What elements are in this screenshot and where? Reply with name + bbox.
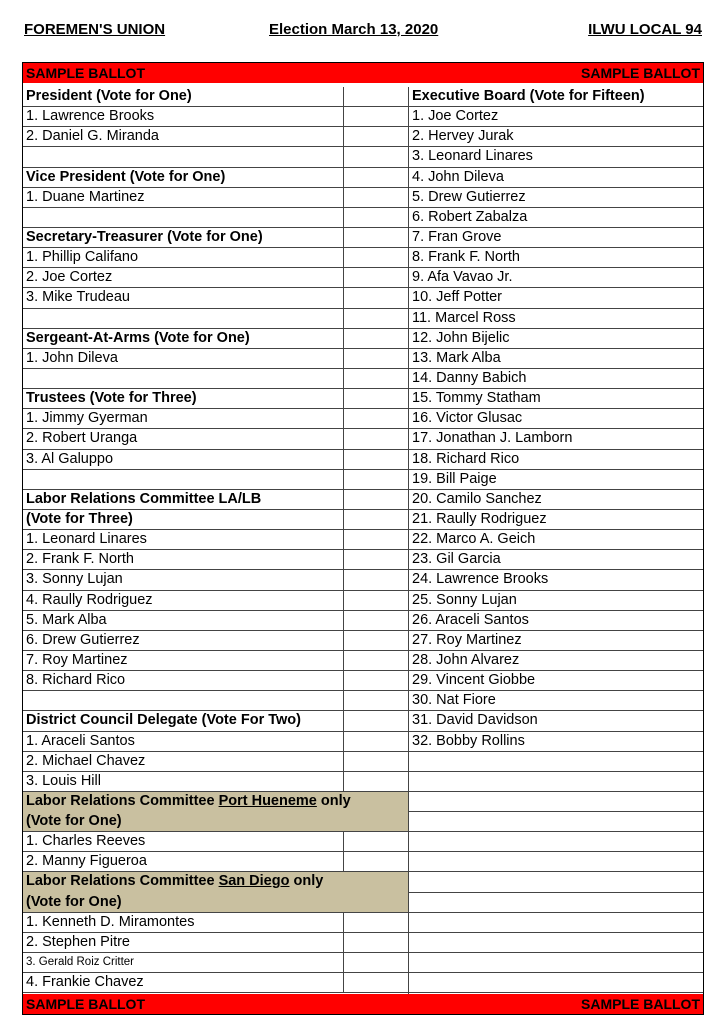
candidate-row: [408, 309, 703, 329]
candidate-name: 1. Charles Reeves: [26, 833, 146, 850]
candidate-name: 25. Sonny Lujan: [412, 591, 517, 608]
candidate-name: 32. Bobby Rollins: [412, 732, 525, 749]
section-heading: District Council Delegate (Vote For Two): [26, 712, 301, 729]
candidate-row: [408, 288, 703, 308]
candidate-row: [408, 127, 703, 147]
local-name: ILWU LOCAL 94: [588, 21, 702, 38]
section-heading-row: [23, 87, 408, 107]
section-heading: Secretary-Treasurer (Vote for One): [26, 228, 263, 245]
section-heading-row: [23, 389, 408, 409]
section-heading-row: [23, 168, 408, 188]
section-heading: Labor Relations Committee LA/LB: [26, 490, 262, 507]
candidate-name: 1. Phillip Califano: [26, 249, 139, 266]
candidate-name: 2. Robert Uranga: [26, 430, 138, 447]
candidate-row: [23, 772, 408, 792]
section-heading-row: [23, 329, 408, 349]
candidate-name: 13. Mark Alba: [412, 349, 501, 366]
candidate-row: [408, 268, 703, 288]
candidate-name: 18. Richard Rico: [412, 450, 520, 467]
candidate-row: [408, 671, 703, 691]
candidate-name: 15. Tommy Statham: [412, 390, 541, 407]
candidate-row: [408, 450, 703, 470]
blank-row: [23, 470, 408, 490]
blank-row: [23, 691, 408, 711]
section-heading-row: [23, 872, 408, 892]
candidate-row: [23, 248, 408, 268]
candidate-row: [23, 550, 408, 570]
candidate-row: [23, 409, 408, 429]
candidate-row: [23, 611, 408, 631]
section-heading-row: [408, 87, 703, 107]
candidate-row: [23, 933, 408, 953]
candidate-row: [23, 268, 408, 288]
candidate-row: [408, 530, 703, 550]
candidate-row: [408, 147, 703, 167]
blank-row: [408, 812, 703, 832]
candidate-name: 8. Frank F. North: [412, 249, 520, 266]
blank-row: [408, 752, 703, 772]
candidate-row: [408, 550, 703, 570]
section-heading: Vice President (Vote for One): [26, 168, 226, 185]
candidate-row: [23, 953, 408, 973]
candidate-row: [23, 752, 408, 772]
candidate-name: 27. Roy Martinez: [412, 631, 522, 648]
blank-row: [408, 832, 703, 852]
candidate-row: [23, 651, 408, 671]
blank-row: [23, 208, 408, 228]
top-sample-ballot-banner: [23, 63, 703, 83]
candidate-name: 21. Raully Rodriguez: [412, 510, 547, 527]
candidate-name: 5. Drew Gutierrez: [412, 188, 526, 205]
blank-row: [408, 913, 703, 933]
candidate-name: 6. Drew Gutierrez: [26, 631, 140, 648]
right-ballot-column: [408, 87, 703, 1013]
election-date: Election March 13, 2020: [269, 21, 439, 38]
candidate-row: [408, 107, 703, 127]
candidate-name: 3. Louis Hill: [26, 772, 101, 789]
section-heading-row: [23, 510, 408, 530]
candidate-row: [23, 349, 408, 369]
blank-row: [23, 369, 408, 389]
candidate-row: [408, 248, 703, 268]
candidate-name: 3. Al Galuppo: [26, 450, 114, 467]
candidate-name: 19. Bill Paige: [412, 470, 497, 487]
blank-row: [408, 973, 703, 993]
candidate-row: [23, 429, 408, 449]
candidate-row: [408, 349, 703, 369]
section-heading-row: [23, 490, 408, 510]
candidate-name: 2. Joe Cortez: [26, 269, 113, 286]
candidate-row: [23, 450, 408, 470]
candidate-row: [408, 168, 703, 188]
section-heading: [26, 872, 323, 891]
candidate-row: [23, 127, 408, 147]
candidate-row: [408, 651, 703, 671]
candidate-row: [23, 570, 408, 590]
candidate-name: 5. Mark Alba: [26, 611, 107, 628]
candidate-row: [408, 732, 703, 752]
candidate-name: 3. Gerald Roiz Critter: [26, 956, 135, 969]
candidate-name: 22. Marco A. Geich: [412, 531, 536, 548]
candidate-row: [408, 409, 703, 429]
heading-location: San Diego: [218, 873, 290, 890]
candidate-name: 31. David Davidson: [412, 712, 538, 729]
section-heading-row: [23, 711, 408, 731]
candidate-name: 4. Raully Rodriguez: [26, 591, 153, 608]
candidate-name: 29. Vincent Giobbe: [412, 672, 536, 689]
candidate-name: 1. Leonard Linares: [26, 531, 147, 548]
candidate-row: [23, 288, 408, 308]
candidate-row: [23, 591, 408, 611]
section-heading-row: [23, 812, 408, 832]
heading-text: only: [289, 873, 324, 890]
candidate-row: [23, 631, 408, 651]
candidate-row: [408, 711, 703, 731]
heading-text: only: [316, 792, 351, 809]
candidate-row: [408, 470, 703, 490]
candidate-name: 2. Stephen Pitre: [26, 933, 130, 950]
candidate-name: 17. Jonathan J. Lamborn: [412, 430, 573, 447]
blank-row: [408, 933, 703, 953]
candidate-name: 7. Fran Grove: [412, 228, 502, 245]
candidate-name: 7. Roy Martinez: [26, 651, 128, 668]
candidate-row: [23, 107, 408, 127]
candidate-name: 14. Danny Babich: [412, 369, 527, 386]
banner-label-right: SAMPLE BALLOT: [581, 65, 700, 81]
blank-row: [23, 147, 408, 167]
candidate-name: 2. Daniel G. Miranda: [26, 128, 159, 145]
blank-row: [408, 872, 703, 892]
section-heading: [26, 792, 351, 811]
candidate-row: [408, 228, 703, 248]
candidate-row: [23, 852, 408, 872]
candidate-row: [23, 671, 408, 691]
candidate-row: [408, 490, 703, 510]
candidate-row: [408, 429, 703, 449]
section-heading: (Vote for One): [26, 893, 122, 910]
candidate-name: 1. John Dileva: [26, 349, 118, 366]
candidate-row: [408, 510, 703, 530]
candidate-name: 4. Frankie Chavez: [26, 974, 144, 991]
candidate-name: 1. Jimmy Gyerman: [26, 410, 148, 427]
candidate-name: 1. Duane Martinez: [26, 188, 145, 205]
heading-text: Labor Relations Committee: [26, 873, 219, 890]
candidate-name: 12. John Bijelic: [412, 329, 510, 346]
candidate-row: [408, 389, 703, 409]
section-heading: Trustees (Vote for Three): [26, 390, 197, 407]
candidate-name: 2. Manny Figueroa: [26, 853, 147, 870]
candidate-row: [23, 913, 408, 933]
section-heading-row: [23, 893, 408, 913]
section-heading: Executive Board (Vote for Fifteen): [412, 88, 645, 104]
candidate-name: 20. Camilo Sanchez: [412, 490, 542, 507]
banner-label-left: SAMPLE BALLOT: [26, 65, 145, 81]
candidate-name: 23. Gil Garcia: [412, 551, 501, 568]
bottom-sample-ballot-banner: [23, 994, 703, 1014]
candidate-name: 11. Marcel Ross: [412, 309, 516, 326]
candidate-row: [23, 832, 408, 852]
candidate-row: [408, 369, 703, 389]
section-heading: (Vote for One): [26, 813, 122, 830]
candidate-row: [408, 188, 703, 208]
candidate-name: 28. John Alvarez: [412, 651, 520, 668]
union-name: FOREMEN'S UNION: [24, 21, 166, 38]
candidate-row: [408, 611, 703, 631]
blank-row: [408, 893, 703, 913]
heading-location: Port Hueneme: [218, 792, 317, 809]
candidate-row: [23, 188, 408, 208]
blank-row: [408, 953, 703, 973]
ballot-table: [22, 62, 704, 1015]
candidate-row: [23, 973, 408, 993]
banner-label-left: SAMPLE BALLOT: [26, 996, 145, 1012]
blank-row: [408, 852, 703, 872]
banner-label-right: SAMPLE BALLOT: [581, 996, 700, 1012]
candidate-row: [23, 530, 408, 550]
candidate-row: [23, 732, 408, 752]
section-heading-row: [23, 228, 408, 248]
candidate-name: 2. Michael Chavez: [26, 752, 146, 769]
candidate-name: 4. John Dileva: [412, 168, 504, 185]
left-ballot-column: [23, 87, 408, 993]
candidate-name: 3. Leonard Linares: [412, 148, 533, 165]
candidate-name: 3. Sonny Lujan: [26, 571, 123, 588]
candidate-name: 26. Araceli Santos: [412, 611, 529, 628]
candidate-name: 1. Kenneth D. Miramontes: [26, 913, 195, 930]
candidate-row: [408, 208, 703, 228]
section-heading: President (Vote for One): [26, 88, 192, 104]
blank-row: [408, 772, 703, 792]
candidate-name: 1. Joe Cortez: [412, 108, 499, 125]
section-heading-row: [23, 792, 408, 812]
candidate-name: 16. Victor Glusac: [412, 410, 523, 427]
candidate-row: [408, 631, 703, 651]
candidate-row: [408, 570, 703, 590]
candidate-name: 9. Afa Vavao Jr.: [412, 269, 513, 286]
candidate-name: 1. Araceli Santos: [26, 732, 135, 749]
section-heading: Sergeant-At-Arms (Vote for One): [26, 329, 250, 346]
section-heading: (Vote for Three): [26, 510, 133, 527]
candidate-name: 24. Lawrence Brooks: [412, 571, 549, 588]
candidate-name: 2. Frank F. North: [26, 551, 134, 568]
candidate-name: 1. Lawrence Brooks: [26, 108, 155, 125]
heading-text: Labor Relations Committee: [26, 792, 219, 809]
candidate-name: 3. Mike Trudeau: [26, 289, 130, 306]
candidate-name: 30. Nat Fiore: [412, 692, 496, 709]
blank-row: [408, 792, 703, 812]
candidate-name: 10. Jeff Potter: [412, 289, 503, 306]
blank-row: [23, 309, 408, 329]
candidate-name: 8. Richard Rico: [26, 672, 126, 689]
candidate-name: 6. Robert Zabalza: [412, 208, 528, 225]
candidate-name: 2. Hervey Jurak: [412, 128, 514, 145]
candidate-row: [408, 691, 703, 711]
candidate-row: [408, 329, 703, 349]
candidate-row: [408, 591, 703, 611]
